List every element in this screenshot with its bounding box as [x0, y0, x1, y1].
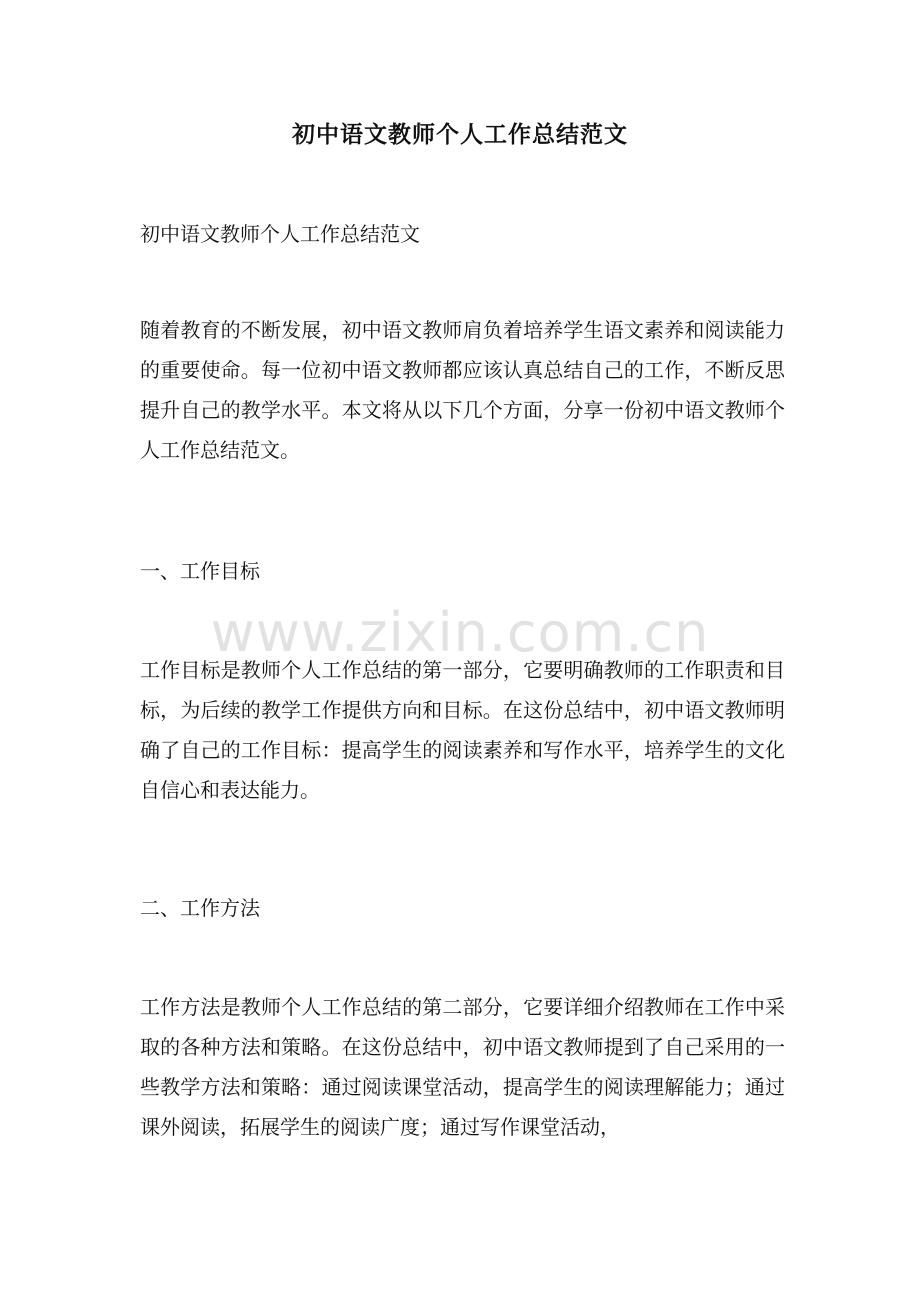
document-title: 初中语文教师个人工作总结范文: [292, 121, 628, 148]
intro-paragraph: 随着教育的不断发展，初中语文教师肩负着培养学生语文素养和阅读能力的重要使命。每一位初中语文教师都应该认真总结自己的工作，不断反思提升自己的教学水平。本文将从以下几个方面，分享一份初中语文教师个人工作总结范文。: [140, 318, 785, 462]
section-body-methods: 工作方法是教师个人工作总结的第二部分，它要详细介绍教师在工作中采取的各种方法和策略。在这份总结中，初中语文教师提到了自己采用的一些教学方法和策略：通过阅读课堂活动，提高学生的阅读理解能力；通过课外阅读，拓展学生的阅读广度；通过写作课堂活动，: [140, 995, 785, 1139]
watermark: www.zixin.com.cn: [210, 601, 710, 664]
section-body-goals: 工作目标是教师个人工作总结的第一部分，它要明确教师的工作职责和目标，为后续的教学工作提供方向和目标。在这份总结中，初中语文教师明确了自己的工作目标：提高学生的阅读素养和写作水平，培养学生的文化自信心和表达能力。: [140, 658, 785, 802]
section-heading-methods: 二、工作方法: [140, 896, 260, 920]
document-subtitle: 初中语文教师个人工作总结范文: [140, 222, 420, 246]
section-heading-goals: 一、工作目标: [140, 559, 260, 583]
